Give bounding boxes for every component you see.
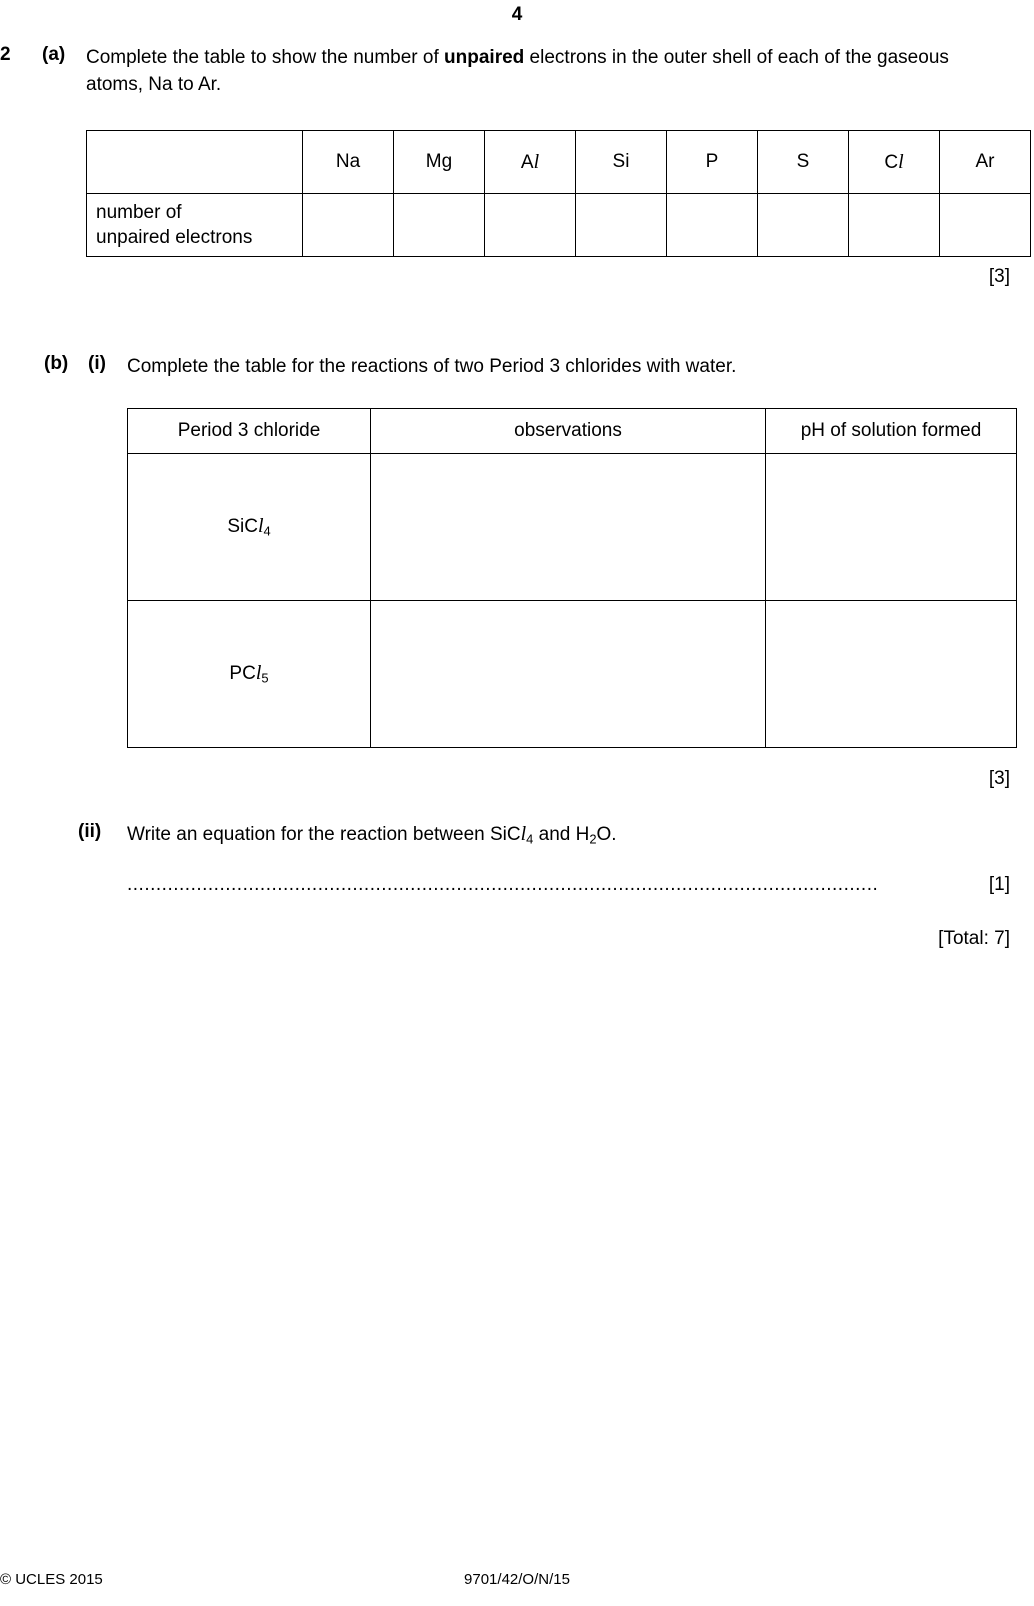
footer-paper-code: 9701/42/O/N/15: [464, 1571, 570, 1588]
table-b-header-ph: pH of solution formed: [766, 409, 1017, 454]
table-b-chloride-pcl5: PCl$_5$: [128, 601, 371, 748]
table-a-header-s: S: [758, 131, 849, 194]
part-a-text-before: Complete the table to show the number of: [86, 47, 445, 68]
table-a-header-p: P: [667, 131, 758, 194]
table-row: [128, 454, 1017, 601]
table-b-ph-pcl5[interactable]: [766, 601, 1017, 748]
part-b-ii-marks: [1]: [988, 874, 1010, 895]
table-b-header-chloride: Period 3 chloride: [128, 409, 371, 454]
table-a-row-label-line2: unpaired electrons: [96, 227, 253, 248]
table-b-header-observations: observations: [371, 409, 766, 454]
table-b-observations-sicl4[interactable]: [371, 454, 766, 601]
table-a-answer-si[interactable]: [576, 194, 667, 257]
table-b-ph-sicl4[interactable]: [766, 454, 1017, 601]
table-a-answer-p[interactable]: [667, 194, 758, 257]
part-a-label: (a): [42, 44, 66, 65]
table-b-chloride-sicl4: SiCl$_4$: [128, 454, 371, 601]
table-b-observations-pcl5[interactable]: [371, 601, 766, 748]
part-b-i-question-text: Complete the table for the reactions of two Period 3 chlorides with water.: [127, 356, 737, 377]
table-a-answer-al[interactable]: [485, 194, 576, 257]
table-a-answer-s[interactable]: [758, 194, 849, 257]
part-b-ii-label: (ii): [78, 821, 102, 842]
part-b-ii-question-text: Write an equation for the reaction between SiCl$_4$ and $H_2O$.: [127, 823, 617, 847]
table-a-header-cl: Cl: [849, 131, 940, 194]
table-row: [128, 601, 1017, 748]
table-a-row-label-line1: number of: [96, 202, 182, 223]
part-b-i-marks: [3]: [988, 768, 1010, 789]
question-number: 2: [0, 44, 11, 65]
table-a-row-label: [87, 194, 303, 257]
table-a-header-si: Si: [576, 131, 667, 194]
table-row: [87, 131, 1031, 194]
table-a-answer-mg[interactable]: [394, 194, 485, 257]
footer-copyright: © UCLES 2015: [0, 1571, 103, 1588]
part-a-marks: [3]: [988, 266, 1010, 287]
part-a-question-text: [86, 44, 1011, 98]
unpaired-electrons-table: [86, 130, 1031, 257]
table-row: [87, 194, 1031, 257]
table-a-header-al: Al: [485, 131, 576, 194]
table-a-header-ar: Ar: [940, 131, 1031, 194]
table-row: [128, 409, 1017, 454]
total-marks: [Total: 7]: [938, 928, 1010, 949]
period3-chlorides-table: [127, 408, 1017, 748]
table-a-answer-ar[interactable]: [940, 194, 1031, 257]
answer-line[interactable]: ..................................................................................................................................: [127, 874, 879, 895]
table-a-header-mg: Mg: [394, 131, 485, 194]
part-a-text-after: electrons in the outer shell of each of the gaseous atoms, Na to Ar.: [86, 47, 949, 95]
table-a-answer-cl[interactable]: [849, 194, 940, 257]
table-a-header-na: Na: [303, 131, 394, 194]
table-a-empty-corner: [87, 131, 303, 194]
part-b-label: (b): [44, 353, 69, 374]
part-b-i-label: (i): [88, 353, 106, 374]
part-a-bold-word: unpaired: [444, 47, 525, 68]
table-a-answer-na[interactable]: [303, 194, 394, 257]
page-number: 4: [511, 4, 523, 25]
